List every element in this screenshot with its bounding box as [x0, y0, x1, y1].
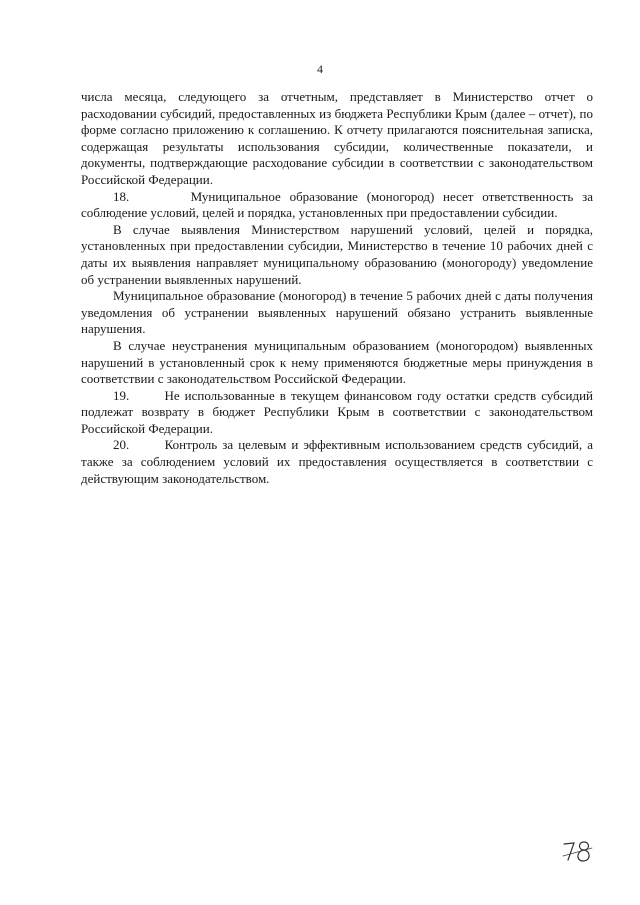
- paragraph-continuation: числа месяца, следующего за отчетным, представляет в Министерство отчет о расходовании субсидий, предоставленных из бюджета Республики Крым (далее – отчет), по форме согласно приложению к соглашению. К отчету прилагаются пояснительная записка, содержащая результаты использования субсидии, количественные показатели, и документы, подтверждающие расходование субсидии в соответствии с законодательством Российской Федерации.: [81, 89, 593, 187]
- paragraph-text: Контроль за целевым и эффективным использованием средств субсидий, а также за соблюдением условий их предоставления осуществляется в соответствии с действующим законодательством.: [81, 437, 594, 486]
- paragraph-20: [81, 437, 593, 487]
- paragraph-number: 20.: [113, 437, 130, 453]
- paragraph-text: Не использованные в текущем финансовом году остатки средств субсидий подлежат возврату в бюджет Республики Крым в соответствии с законодательством Российской Федерации.: [81, 387, 594, 436]
- document-body: [81, 89, 593, 487]
- paragraph-18-enforcement: В случае неустранения муниципальным образованием (моногородом) выявленных нарушений в установленный срок к нему применяются бюджетные меры принуждения в соответствии с законодательством Российской Федерации.: [81, 337, 593, 387]
- paragraph-18-deadline: Муниципальное образование (моногород) в течение 5 рабочих дней с даты получения уведомления об устранении выявленных нарушений обязано устранить выявленные нарушения.: [81, 288, 593, 337]
- page-number: 4: [317, 62, 323, 76]
- paragraph-19: [81, 388, 593, 438]
- paragraph-18-violations: В случае выявления Министерством нарушений условий, целей и порядка, установленных при предоставлении субсидии, Министерство в течение 10 рабочих дней с даты их выявления направляет муниципальному образованию (моногороду) уведомление об устранении выявленных нарушений.: [81, 221, 593, 287]
- paragraph-number: 18.: [113, 188, 130, 204]
- paragraph-text: Муниципальное образование (моногород) несет ответственность за соблюдение условий, целей и порядка, установленных при предоставлении субсидии.: [81, 188, 593, 221]
- handwritten-page-mark: [560, 836, 600, 866]
- paragraph-number: 19.: [113, 387, 130, 403]
- paragraph-18: [81, 189, 593, 222]
